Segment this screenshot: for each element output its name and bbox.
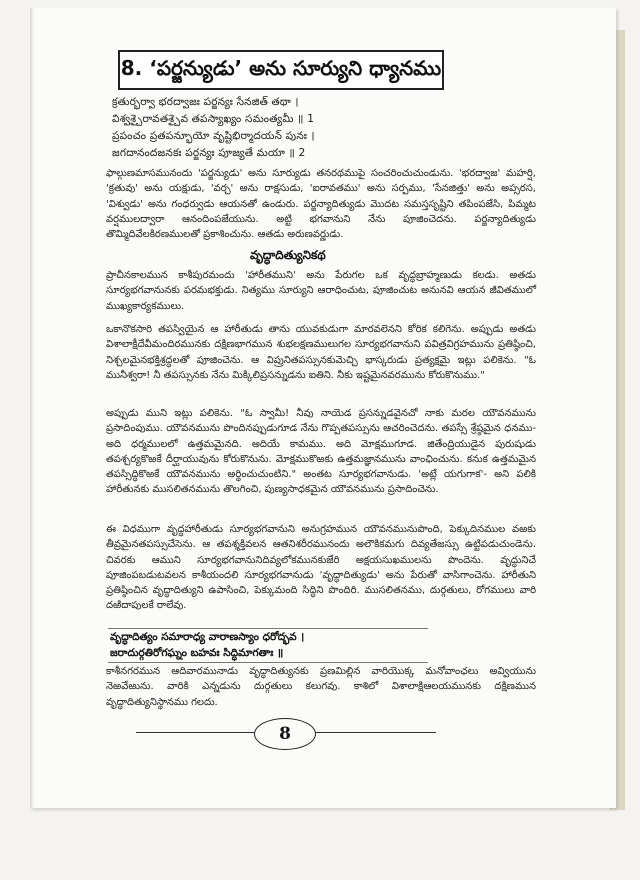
closing-shloka-box	[108, 628, 428, 663]
shloka-line-3: ప్రపంచం ప్రతపన్భూయో వృష్టిభిర్మాదయన్ పునః ।	[112, 130, 315, 142]
section-heading: వృద్ధాదిత్యునికథ	[250, 248, 326, 262]
paragraph-3: ఒకానొకసారి తపస్వియైన ఆ హారీతుడు తాను యువకుడుగా మారవలెనని కోరిక కలిగెను. అప్పుడు అతడు విశాలాక్షీదేవీమందిరమునకు దక్షిణభాగమున శుభలక్షణములుగల సూర్యభగవానుని పవిత్రవిగ్రహమును ప్రతిష్ఠించి, నిశ్చలమైనభక్తిశ్రద్ధలతో పూజించెను. ఆ విప్రునితపస్సునకుమెచ్చి భాస్కరుడు ప్రత్యక్షమై ఇట్లు పలికెను. "ఓ మునీశ్వరా! నీ తపస్సునకు నేను మిక్కిలిప్రసన్నుడను ఐతిని. నీకు ఇష్టమైనవరమును కోరుకొనుము."	[106, 324, 536, 381]
page-number: 8	[254, 718, 316, 750]
shloka-line-2: విశ్వశ్చైరావతశ్చైవ తపస్యాఖ్యం సమంత్యమీ ॥ 1	[112, 113, 315, 125]
paragraph-5: ఈ విధముగా వృద్ధహారీతుడు సూర్యభగవానుని అనుగ్రహమున యౌవనమునుపొంది, పెక్కుదినముల వఱకు తీవ్రమైనతపస్సుచేసెను. ఆ తపశ్శక్తివలన ఆతనిశరీరమునందు అలౌకికమగు దివ్యతేజస్సు ఉట్టిపడుచుండెను. చివరకు ఆముని సూర్యభగవానునిదివ్యలోకమునకుజేరి అక్షయసుఖములను పొందెను. వృద్ధునిచే పూజింపబడుటవలన కాశీయందలి సూర్యభగవానుడు 'వృద్ధాదిత్యుడు' అను పేరుతో వాసిగాంచెను. హారీతుని ప్రతిష్ఠించిన వృద్ధాదిత్యుని ఉపాసించి, పెక్కుమంది సిద్ధిని పొందిరి. ముసలితనము, దుర్గతులు, రోగములు వారి దఱిదాపులకే రాలేవు.	[106, 524, 536, 612]
chapter-title-box	[118, 50, 444, 90]
closing-shloka-line-1: వృద్ధాదిత్యం సమారాధ్య వారాణస్యాం ధరోద్భవ ।	[110, 631, 305, 643]
paragraph-4: అప్పుడు ముని ఇట్లు పలికెను. "ఓ స్వామీ! నీవు నాయెడ ప్రసన్నుడవైనచో నాకు మరల యౌవనమును ప్రసాదింపుము. యౌవనమును పొందినప్పుడుగూడ నేను గొప్పతపస్సును ఆచరించెదను. తపస్సే శ్రేష్ఠమైన ధనము- అది ధర్మములలో ఉత్తమమైనది. అదియే కామము. అది మోక్షముగూడ. జితేంద్రియుడైన పురుషుడు తపశ్చర్యకొఱకే దీర్ఘాయువును కోరుకొనును. మోక్షముకొఱకు ఉత్తమజ్ఞానమును వాంఛించును. కనుక ఉత్తమమైన తపస్సిద్ధికొఱకే యౌవనమును అర్థించుచుంటిని." అంతట సూర్యభగవానుడు. 'అట్లే యగుగాక'- అని పలికి హారీతునకు ముసలితనమును తొలగించి, పుణ్యసాధకమైన యౌవనమును ప్రసాదించెను.	[106, 408, 536, 496]
paragraph-2: ప్రాచీనకాలమున కాశీపురమందు 'హారీతముని' అను పేరుగల ఒక వృద్ధబ్రాహ్మణుడు కలడు. అతడు సూర్యభగవానునకు పరమభక్తుడు. నిత్యము సూర్యుని ఆరాధించుట, పూజించుట అనునవి ఆయన జీవితములో ముఖ్యకార్యకములు.	[106, 270, 536, 312]
shloka-line-4: జగదానందజనకః పర్జన్యః పూజ్యతే మయా ॥ 2	[112, 147, 306, 159]
paragraph-6: కాశీనగరమున ఆదివారమునాడు వృద్ధాదిత్యునకు ప్రణమిల్లిన వారియొక్క మనోవాంఛలు అవ్వియును నెఱవేఱును. వారికి ఎన్నడును దుర్గతులు కలుగవు. కాశిలో విశాలాక్షిఆలయమునకు దక్షిణమున వృద్ధాదిత్యునిస్థానము గలదు.	[106, 666, 536, 708]
closing-shloka-line-2: జరాదుర్గతిరోగఘ్నం బహవః సిద్ధిమాగతాః ॥	[110, 647, 284, 659]
binding-shadow	[30, 8, 34, 808]
chapter-title: 8. ‘పర్జన్యుడు’ అను సూర్యుని ధ్యానము	[120, 55, 442, 80]
paragraph-1: ఫాల్గుణమాసమునందు 'పర్జన్యుడు' అను సూర్యుడు తనరథముపై సంచరించుచుండును. 'భరద్వాజ' మహర్షి, 'క్రతువు' అను యక్షుడు, 'వర్చ' అను రాక్షసుడు, 'ఐరావతము' అను సర్పము, 'సేనజిత్తు' అను అప్సరస, 'విశ్వుడు' అను గంధర్వుడు ఆయనతో ఉండురు. పర్జన్యాదిత్యుడు మొదట సమస్తసృష్టిని తపింపజేసి, పిమ్మట వర్షములద్వారా ఆనందింపజేయును. అట్టి భగవానుని నేను పూజించెదను. పర్జన్యాదిత్యుడు తొమ్మిదివేలకిరణములతో ప్రకాశించును. ఆతడు అరుణవర్ణుడు.	[106, 168, 536, 241]
shloka-line-1: క్రతుర్భర్వా భరద్వాజః పర్జన్యః సేనజిత్ తథా ।	[112, 96, 299, 108]
